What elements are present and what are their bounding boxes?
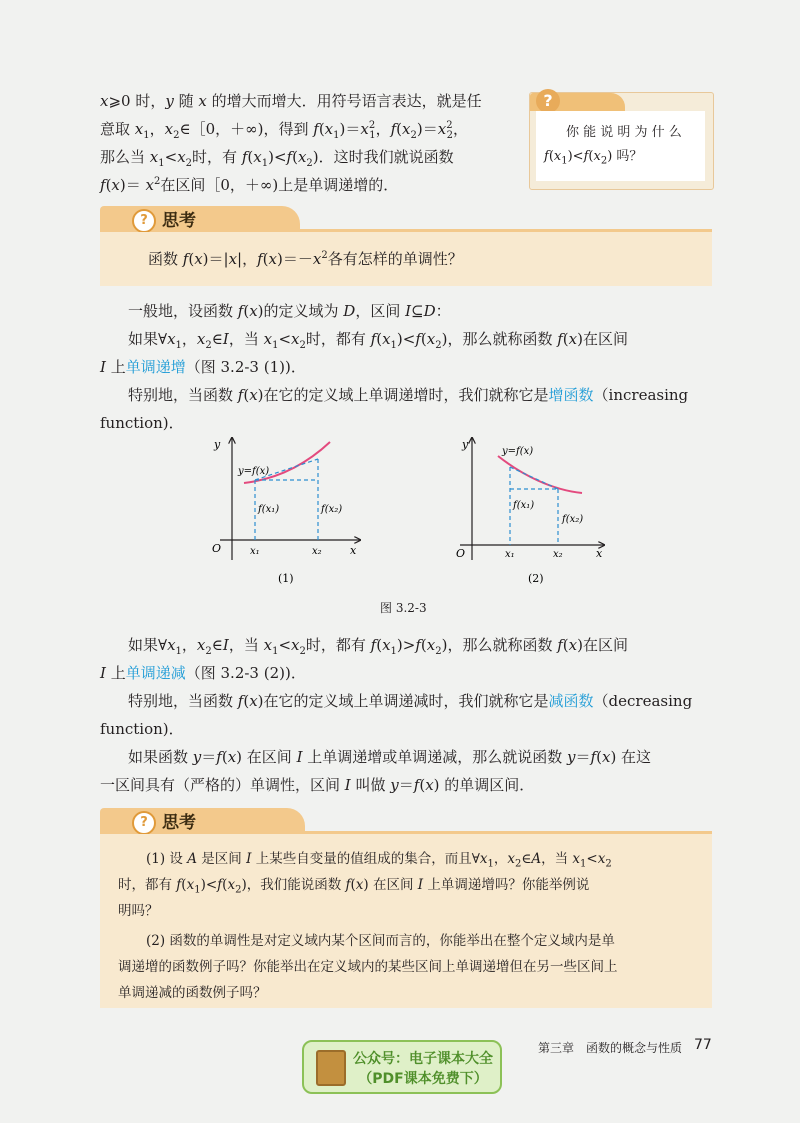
dec-line-5 xyxy=(128,746,651,768)
var: f xyxy=(557,636,563,654)
var: f xyxy=(237,692,244,710)
sub: 1 xyxy=(390,340,397,351)
text: )，那么就称函数 xyxy=(441,636,558,654)
x2-label: x₂ xyxy=(312,546,322,557)
var: x xyxy=(601,748,611,766)
var: A xyxy=(187,851,197,867)
sub: 1 xyxy=(369,130,376,141)
text: 意取 xyxy=(100,120,135,138)
side-question-tab xyxy=(530,93,625,111)
text: ( xyxy=(548,149,554,164)
var: x xyxy=(479,851,488,867)
var: f xyxy=(237,302,244,320)
text: ( xyxy=(318,120,325,138)
sub: 2 xyxy=(600,155,608,167)
text: ＝ xyxy=(398,776,414,794)
term-decreasing: 单调递减 xyxy=(125,664,186,682)
think-box-2-body xyxy=(100,834,712,1008)
text: ， xyxy=(452,120,468,138)
text: ⩾0 时， xyxy=(108,92,166,110)
text: ∈ xyxy=(211,330,223,348)
text: 各有怎样的单调性？ xyxy=(327,250,463,268)
think-box-2-line-1 xyxy=(146,848,612,870)
sub: 2 xyxy=(410,130,417,141)
var: f xyxy=(370,330,377,348)
sup: 2 xyxy=(153,176,161,187)
sub: 2 xyxy=(173,130,180,141)
var: x xyxy=(572,851,581,867)
axis-label-x: x xyxy=(596,547,603,560)
var: x xyxy=(360,120,369,138)
text: ⊆ xyxy=(411,302,424,320)
think-box-2-title: 思考 xyxy=(162,813,196,833)
sub: 2 xyxy=(446,130,453,141)
var: f xyxy=(345,877,351,893)
axis-label-y: y xyxy=(462,438,469,451)
var: y xyxy=(567,748,576,766)
text: ( xyxy=(588,149,594,164)
think-box-1-body xyxy=(100,232,712,286)
text: （increasing xyxy=(593,386,689,404)
text: < xyxy=(278,330,292,348)
text: ( xyxy=(350,877,356,893)
text: )＝－ xyxy=(277,250,313,268)
fx1-label: f(x₁) xyxy=(513,500,535,511)
chapter-footer: 第三章 函数的概念与性质 xyxy=(538,1041,683,1055)
text: （decreasing xyxy=(593,692,693,710)
x2-label: x₂ xyxy=(553,549,563,560)
var: x xyxy=(194,250,203,268)
text: ∈ xyxy=(211,636,223,654)
var: I xyxy=(222,636,229,654)
var: y xyxy=(192,748,202,766)
function-label: y=f(x) xyxy=(502,446,534,457)
text: < xyxy=(164,148,178,166)
var: x xyxy=(227,748,237,766)
text: ，当 xyxy=(228,636,264,654)
intro-line-4 xyxy=(100,174,398,196)
dec-line-2 xyxy=(100,662,306,684)
text: ( xyxy=(419,776,426,794)
sub: 2 xyxy=(435,646,442,657)
text: ∈ xyxy=(521,851,532,867)
text: |， xyxy=(237,250,258,268)
x1-label: x₁ xyxy=(505,549,515,560)
fx2-label: f(x₂) xyxy=(562,514,584,525)
sub: 2 xyxy=(435,340,442,351)
var: f xyxy=(217,877,223,893)
var-y: y xyxy=(165,92,174,110)
sub: 2 xyxy=(235,884,242,896)
axis-label-y: y xyxy=(214,438,221,451)
var: x xyxy=(263,636,273,654)
text: ，当 xyxy=(228,330,264,348)
question-mark-icon: ? xyxy=(132,811,156,835)
decreasing-curve xyxy=(498,456,582,493)
var: x xyxy=(228,250,238,268)
sub: 2 xyxy=(185,158,193,169)
text: ( xyxy=(420,330,427,348)
var: x xyxy=(324,120,334,138)
var: x xyxy=(196,330,206,348)
function-label: y=f(x) xyxy=(238,466,270,477)
text: ( xyxy=(243,386,250,404)
sub: 2 xyxy=(299,646,306,657)
var: x xyxy=(507,851,515,867)
sub: 1 xyxy=(143,130,150,141)
var: x xyxy=(111,176,120,194)
side-question-line-2 xyxy=(544,147,642,167)
var: I xyxy=(246,851,252,867)
sub: 2 xyxy=(299,340,306,351)
think-box-2-line-4: (2) 函数的单调性是对定义域内某个区间而言的，你能举出在整个定义域内是单 xyxy=(146,933,615,949)
var: x xyxy=(568,330,578,348)
sub: 1 xyxy=(580,858,587,870)
text: ( xyxy=(262,250,269,268)
var-x: x xyxy=(100,92,109,110)
think-box-2-line-3: 明吗？ xyxy=(118,903,159,919)
var: x xyxy=(426,330,436,348)
intro-line-1 xyxy=(100,90,482,112)
origin-label: O xyxy=(456,547,466,560)
var: f xyxy=(557,330,563,348)
text: ) 在区间 xyxy=(236,748,297,766)
var: f xyxy=(100,176,106,194)
var: x xyxy=(568,636,578,654)
var: x xyxy=(249,386,258,404)
text: ( xyxy=(181,877,187,893)
var: x xyxy=(297,148,307,166)
text: )＝| xyxy=(202,250,229,268)
var: x xyxy=(263,330,273,348)
sub: 1 xyxy=(390,646,397,657)
var: f xyxy=(286,148,293,166)
question-mark-icon: ? xyxy=(536,89,560,113)
var: x xyxy=(164,120,174,138)
text: ( xyxy=(243,692,250,710)
term-decreasing-function: 减函数 xyxy=(548,692,594,710)
var: x xyxy=(291,636,300,654)
var: x xyxy=(145,176,154,194)
text: 叫做 xyxy=(350,776,391,794)
dec-line-6 xyxy=(100,774,534,796)
var: f xyxy=(176,877,182,893)
text: 上单调递增或单调递减，那么就说函数 xyxy=(302,748,568,766)
text: 是区间 xyxy=(196,851,247,867)
question-mark-icon: ? xyxy=(132,209,156,233)
text: ，区间 xyxy=(355,302,406,320)
intro-line-2 xyxy=(100,118,468,140)
term-increasing: 单调递增 xyxy=(125,358,186,376)
var: x xyxy=(134,120,144,138)
sub: 1 xyxy=(158,158,165,169)
text: )的定义域为 xyxy=(257,302,344,320)
var: f xyxy=(313,120,319,138)
text: )在区间 xyxy=(577,636,628,654)
text: ) 在这 xyxy=(610,748,652,766)
origin-label: O xyxy=(212,542,222,555)
figure-increasing xyxy=(200,430,370,595)
text: ( xyxy=(562,330,569,348)
text: )在它的定义域上单调递减时，我们就称它是 xyxy=(257,692,549,710)
text: 时，都有 xyxy=(305,636,371,654)
var-x: x xyxy=(198,92,207,110)
text: 时，都有 xyxy=(118,877,177,893)
watermark-line-1: 公众号：电子课本大全 xyxy=(353,1051,493,1067)
var: x xyxy=(426,636,436,654)
var: x xyxy=(249,692,258,710)
sub: 1 xyxy=(487,858,494,870)
text: 一般地，设函数 xyxy=(128,302,238,320)
sub: 2 xyxy=(205,646,212,657)
var: f xyxy=(182,250,189,268)
book-icon xyxy=(316,1050,346,1086)
text: ， xyxy=(493,851,508,867)
text: )< xyxy=(268,148,287,166)
sup: 2 xyxy=(368,120,376,131)
side-question-box xyxy=(529,92,714,190)
figure-decreasing xyxy=(452,430,622,595)
text: ( xyxy=(376,636,383,654)
think-box-1-title: 思考 xyxy=(162,211,196,231)
text: )> xyxy=(396,636,416,654)
text: )＝ xyxy=(119,176,146,194)
text: 上单调递增吗？你能举例说 xyxy=(423,877,590,893)
var: I xyxy=(417,877,424,893)
text: ， xyxy=(375,120,391,138)
page-number: 77 xyxy=(694,1037,712,1053)
sub: 1 xyxy=(194,884,201,896)
text: ，当 xyxy=(541,851,573,867)
var: x xyxy=(312,250,322,268)
text: ( xyxy=(562,636,569,654)
text: ) 的单调区间． xyxy=(433,776,535,794)
text: )．这时我们就说函数 xyxy=(312,148,454,166)
text: 特别地，当函数 xyxy=(128,386,238,404)
text: )< xyxy=(396,330,416,348)
var: x xyxy=(196,636,206,654)
figure-label-1: (1) xyxy=(278,572,294,585)
var: x xyxy=(402,120,411,138)
text: )< xyxy=(200,877,218,893)
var: x xyxy=(593,149,601,164)
text: 如果∀ xyxy=(128,636,168,654)
text: )，那么就称函数 xyxy=(441,330,558,348)
axis-label-x: x xyxy=(350,544,357,557)
text: )＝ xyxy=(416,120,438,138)
side-question-line-1: 你 能 说 明 为 什 么 xyxy=(566,125,682,140)
text: ∈［0，＋∞)，得到 xyxy=(179,120,314,138)
var: f xyxy=(413,776,420,794)
text: ＝ xyxy=(201,748,217,766)
var: x xyxy=(253,148,262,166)
dec-line-1 xyxy=(128,634,628,656)
var: x xyxy=(268,250,277,268)
var: I xyxy=(100,664,106,682)
text: 上 xyxy=(105,664,126,682)
watermark-line-2: （PDF课本免费下） xyxy=(358,1071,488,1087)
sub: 1 xyxy=(272,340,279,351)
text: ( xyxy=(221,748,228,766)
think-box-2-line-6: 单调递减的函数例子吗？ xyxy=(118,985,267,1001)
def-line-4 xyxy=(128,384,688,406)
var: x xyxy=(227,877,236,893)
sup: 2 xyxy=(321,250,328,261)
var: x xyxy=(597,851,606,867)
text: )在区间 xyxy=(577,330,628,348)
def-line-3 xyxy=(100,356,306,378)
text: 上 xyxy=(105,358,126,376)
text: ( xyxy=(105,176,112,194)
text: 如果函数 xyxy=(128,748,193,766)
text: ( xyxy=(243,302,250,320)
text: ( xyxy=(596,748,602,766)
var: I xyxy=(344,776,351,794)
var: I xyxy=(222,330,229,348)
text: （图 3.2-3 (2))． xyxy=(185,664,306,682)
text: 特别地，当函数 xyxy=(128,692,238,710)
var: x xyxy=(382,636,391,654)
text: 如果∀ xyxy=(128,330,168,348)
text: 在区间［0，＋∞)上是单调递增的． xyxy=(160,176,399,194)
figure-label-2: (2) xyxy=(528,572,544,585)
var: D xyxy=(423,302,436,320)
think-box-2-line-2 xyxy=(118,874,589,896)
text: ) 在区间 xyxy=(363,877,418,893)
fx1-label: f(x₁) xyxy=(258,504,280,515)
text: （图 3.2-3 (1))． xyxy=(185,358,306,376)
def-line-1 xyxy=(128,300,451,322)
var: y xyxy=(390,776,399,794)
sub: 1 xyxy=(175,340,182,351)
text: )，我们能说函数 xyxy=(241,877,346,893)
sub: 2 xyxy=(605,858,612,870)
dec-line-3 xyxy=(128,690,692,712)
var: x xyxy=(291,330,300,348)
text: ( xyxy=(396,120,403,138)
def-line-2 xyxy=(128,328,628,350)
text: 随 xyxy=(173,92,199,110)
text: 上某些自变量的值组成的集合，而且∀ xyxy=(251,851,480,867)
side-question-content xyxy=(536,111,705,181)
var: f xyxy=(415,330,421,348)
sub: 1 xyxy=(175,646,182,657)
var: x xyxy=(437,120,447,138)
var: x xyxy=(149,148,159,166)
text: 一区间具有（严格的）单调性，区间 xyxy=(100,776,345,794)
var: f xyxy=(590,748,597,766)
text: ( xyxy=(188,250,195,268)
var: x xyxy=(177,148,186,166)
var: f xyxy=(237,386,244,404)
text: (1) 设 xyxy=(146,851,188,867)
var: f xyxy=(415,636,421,654)
var: x xyxy=(355,877,364,893)
text: 那么当 xyxy=(100,148,150,166)
var: A xyxy=(531,851,542,867)
text: < xyxy=(278,636,292,654)
var: f xyxy=(583,149,589,164)
text: ( xyxy=(292,148,298,166)
text: 时，都有 xyxy=(305,330,371,348)
text: ， xyxy=(181,636,197,654)
figure-caption: 图 3.2-3 xyxy=(380,601,427,615)
var: x xyxy=(249,302,258,320)
var: f xyxy=(216,748,222,766)
watermark-banner xyxy=(302,1040,502,1094)
var: x xyxy=(553,149,562,164)
text: )在它的定义域上单调递增时，我们就称它是 xyxy=(257,386,549,404)
text: ( xyxy=(420,636,427,654)
text: ( xyxy=(222,877,228,893)
sub: 2 xyxy=(514,858,522,870)
var: f xyxy=(257,250,263,268)
text: 时，有 xyxy=(192,148,242,166)
text: ， xyxy=(149,120,165,138)
var: f xyxy=(544,149,549,164)
sub: 2 xyxy=(306,158,313,169)
text: )＝ xyxy=(339,120,361,138)
text: 函数 xyxy=(148,250,183,268)
text: ( xyxy=(247,148,254,166)
text: ) 吗？ xyxy=(607,149,643,164)
var: I xyxy=(405,302,412,320)
var: x xyxy=(425,776,434,794)
sub: 1 xyxy=(333,130,340,141)
def-line-5: function)． xyxy=(100,414,184,432)
term-increasing-function: 增函数 xyxy=(548,386,594,404)
text: ＝ xyxy=(575,748,591,766)
dec-line-4: function)． xyxy=(100,720,184,738)
think-box-2-line-5: 调递增的函数例子吗？你能举出在定义域内的某些区间上单调递增但在另一些区间上 xyxy=(118,959,618,975)
think-box-1-question xyxy=(148,248,463,270)
text: ( xyxy=(376,330,383,348)
sup: 2 xyxy=(446,120,453,131)
sub: 1 xyxy=(261,158,269,169)
var: x xyxy=(167,636,176,654)
text: )< xyxy=(567,149,584,164)
text: ， xyxy=(181,330,197,348)
fx2-label: f(x₂) xyxy=(321,504,343,515)
sub: 1 xyxy=(561,155,568,167)
var: f xyxy=(370,636,377,654)
var: x xyxy=(382,330,391,348)
text: 的增大而增大．用符号语言表达，就是任 xyxy=(206,92,482,110)
var: f xyxy=(241,148,248,166)
text: ： xyxy=(435,302,451,320)
text: < xyxy=(586,851,598,867)
var: D xyxy=(343,302,356,320)
var: f xyxy=(390,120,397,138)
var: x xyxy=(186,877,195,893)
sub: 1 xyxy=(272,646,279,657)
var: I xyxy=(100,358,106,376)
sub: 2 xyxy=(205,340,212,351)
x1-label: x₁ xyxy=(250,546,260,557)
var: x xyxy=(167,330,176,348)
var: I xyxy=(296,748,303,766)
intro-line-3 xyxy=(100,146,454,168)
